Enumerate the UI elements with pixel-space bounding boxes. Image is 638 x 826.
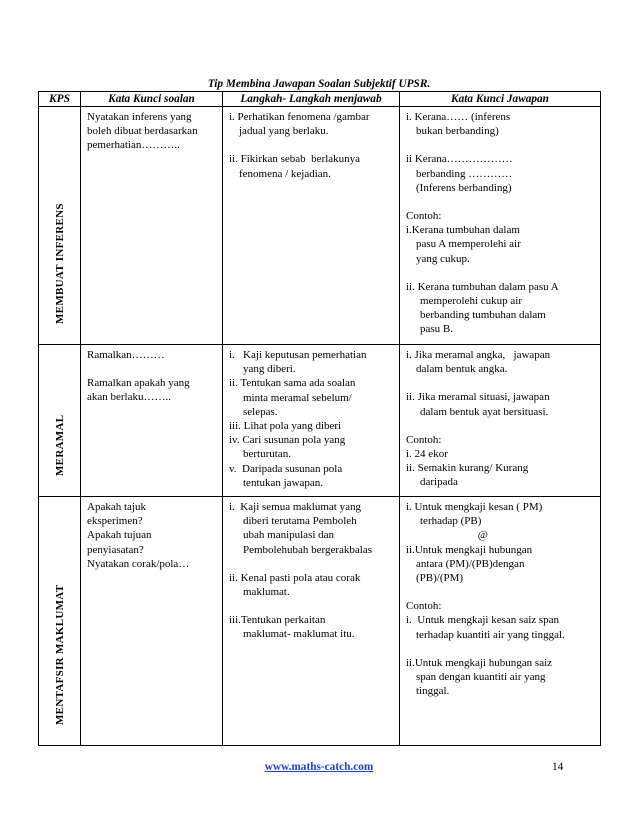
cell-text-line: Ramalkan apakah yang bbox=[87, 377, 190, 390]
cell-text-line: yang diberi. bbox=[243, 363, 296, 376]
cell-text-line: i. Kaji keputusan pemerhatian bbox=[229, 349, 367, 361]
cell-text-line: pasu B. bbox=[420, 323, 453, 336]
cell-text-line: Contoh: bbox=[406, 210, 442, 223]
cell-text-line: tentukan jawapan. bbox=[243, 476, 324, 489]
kps-label: MEMBUAT INFERENS bbox=[53, 202, 66, 324]
cell-text-line bbox=[406, 419, 596, 433]
cell-text-line: i. Untuk mengkaji kesan ( PM) bbox=[406, 501, 543, 513]
cell-text-line: penyiasatan? bbox=[87, 543, 144, 556]
cell-text-line: daripada bbox=[420, 476, 458, 489]
header-row bbox=[39, 92, 601, 107]
cell-text-line: boleh dibuat berdasarkan bbox=[87, 125, 198, 138]
cell-text-line bbox=[406, 642, 596, 656]
kata-kunci-jawapan-cell bbox=[400, 345, 601, 497]
cell-text-line: i. 24 ekor bbox=[406, 448, 448, 461]
cell-text-line: ii. Kerana tumbuhan dalam pasu A bbox=[406, 280, 559, 293]
cell-text-line: berbanding ………… bbox=[416, 167, 513, 180]
document-title: Tip Membina Jawapan Soalan Subjektif UPSR. bbox=[207, 78, 431, 90]
cell-text-line: i.Kerana tumbuhan dalam bbox=[406, 224, 520, 237]
cell-text-line: Pembolehubah bergerakbalas bbox=[243, 543, 373, 556]
table-row bbox=[39, 345, 601, 497]
table-row bbox=[39, 107, 601, 345]
cell-text-line bbox=[229, 599, 395, 613]
cell-text-line bbox=[406, 195, 596, 209]
kata-kunci-jawapan-cell bbox=[400, 497, 601, 746]
cell-text-line: i. Jika meramal angka, jawapan bbox=[406, 349, 551, 361]
kps-label: MERAMAL bbox=[53, 414, 66, 476]
cell-text-line: dalam bentuk angka. bbox=[416, 363, 508, 376]
kps-cell bbox=[39, 497, 81, 746]
kps-cell bbox=[39, 107, 81, 345]
langkah-menjawab-cell bbox=[223, 107, 400, 345]
table-row bbox=[39, 497, 601, 746]
cell-text-line: Nyatakan corak/pola… bbox=[87, 557, 190, 570]
cell-text-line: yang cukup. bbox=[416, 252, 470, 265]
cell-text-line: antara (PM)/(PB)dengan bbox=[416, 557, 525, 570]
cell-text-line: terhadap kuantiti air yang tinggal. bbox=[416, 628, 565, 641]
cell-text-line: Contoh: bbox=[406, 600, 442, 613]
cell-text-line: pemerhatian……….. bbox=[87, 139, 180, 152]
cell-text-line: Apakah tujuan bbox=[87, 529, 152, 542]
cell-text-line: i. Perhatikan fenomena /gambar bbox=[229, 111, 370, 123]
cell-text-line: ii. Kenal pasti pola atau corak bbox=[229, 571, 361, 584]
cell-text-line: pasu A memperolehi air bbox=[416, 238, 521, 251]
cell-text-line bbox=[406, 138, 596, 152]
header-kata-kunci-soalan: Kata Kunci soalan bbox=[81, 92, 223, 107]
tips-table bbox=[38, 91, 601, 746]
cell-text-line bbox=[406, 585, 596, 599]
cell-text-line: terhadap (PB) bbox=[420, 515, 482, 528]
cell-text-line bbox=[406, 376, 596, 390]
kata-kunci-jawapan-cell bbox=[400, 107, 601, 345]
cell-text-line: ii. Fikirkan sebab berlakunya bbox=[229, 153, 361, 166]
cell-text-line: maklumat- maklumat itu. bbox=[243, 628, 355, 641]
cell-text-line: Ramalkan……… bbox=[87, 349, 165, 361]
header-kata-kunci-jawapan: Kata Kunci Jawapan bbox=[400, 92, 601, 107]
cell-text-line: Contoh: bbox=[406, 433, 442, 446]
cell-text-line: ii. Tentukan sama ada soalan bbox=[229, 377, 356, 390]
cell-text-line: ii. Jika meramal situasi, jawapan bbox=[406, 391, 550, 404]
cell-text-line bbox=[229, 138, 395, 152]
kata-kunci-soalan-cell bbox=[81, 497, 223, 746]
kps-label: MENTAFSIR MAKLUMAT bbox=[53, 584, 66, 725]
header-kps: KPS bbox=[39, 92, 81, 107]
cell-text-line: tinggal. bbox=[416, 685, 450, 698]
cell-text-line: iii. Lihat pola yang diberi bbox=[229, 420, 342, 433]
cell-text-line bbox=[229, 557, 395, 571]
cell-text-line bbox=[87, 362, 218, 376]
kata-kunci-soalan-cell bbox=[81, 345, 223, 497]
cell-text-line: iii.Tentukan perkaitan bbox=[229, 614, 326, 627]
cell-text-line: akan berlaku…….. bbox=[87, 391, 171, 404]
langkah-menjawab-cell bbox=[223, 345, 400, 497]
kps-cell bbox=[39, 345, 81, 497]
cell-text-line: jadual yang berlaku. bbox=[239, 125, 329, 138]
cell-text-line: ii.Untuk mengkaji hubungan bbox=[406, 543, 533, 556]
cell-text-line: Nyatakan inferens yang bbox=[87, 111, 192, 123]
cell-text-line: selepas. bbox=[243, 405, 278, 418]
cell-text-line: span dengan kuantiti air yang bbox=[416, 671, 546, 684]
cell-text-line: memperolehi cukup air bbox=[420, 295, 523, 308]
kata-kunci-soalan-cell bbox=[81, 107, 223, 345]
cell-text-line: (Inferens berbanding) bbox=[416, 181, 512, 194]
cell-text-line: ubah manipulasi dan bbox=[243, 529, 335, 542]
cell-text-line bbox=[406, 266, 596, 280]
cell-text-line: i. Kerana…… (inferens bbox=[406, 111, 511, 123]
cell-text-line: diberi terutama Pemboleh bbox=[243, 515, 357, 528]
cell-text-line: i. Untuk mengkaji kesan saiz span bbox=[406, 614, 560, 627]
cell-text-line: i. Kaji semua maklumat yang bbox=[229, 501, 361, 513]
cell-text-line: v. Daripada susunan pola bbox=[229, 462, 343, 475]
cell-text-line: maklumat. bbox=[243, 586, 290, 599]
cell-text-line: Apakah tajuk bbox=[87, 501, 146, 513]
langkah-menjawab-cell bbox=[223, 497, 400, 746]
cell-text-line: eksperimen? bbox=[87, 515, 143, 528]
cell-text-line: dalam bentuk ayat bersituasi. bbox=[420, 405, 549, 418]
cell-text-line: berturutan. bbox=[243, 448, 291, 461]
page-number: 14 bbox=[552, 761, 564, 773]
cell-text-line: berbanding tumbuhan dalam bbox=[420, 309, 546, 322]
cell-text-line: @ bbox=[420, 529, 488, 542]
cell-text-line: iv. Cari susunan pola yang bbox=[229, 434, 346, 447]
cell-text-line: ii. Semakin kurang/ Kurang bbox=[406, 462, 529, 475]
cell-text-line: ii Kerana……………… bbox=[406, 153, 513, 166]
cell-text-line: fenomena / kejadian. bbox=[239, 167, 331, 180]
cell-text-line: bukan berbanding) bbox=[416, 125, 499, 138]
cell-text-line: ii.Untuk mengkaji hubungan saiz bbox=[406, 656, 553, 669]
cell-text-line: minta meramal sebelum/ bbox=[243, 391, 352, 404]
cell-text-line: (PB)/(PM) bbox=[416, 572, 464, 585]
header-langkah-menjawab: Langkah- Langkah menjawab bbox=[223, 92, 400, 107]
footer-website-link[interactable]: www.maths-catch.com bbox=[264, 761, 374, 773]
